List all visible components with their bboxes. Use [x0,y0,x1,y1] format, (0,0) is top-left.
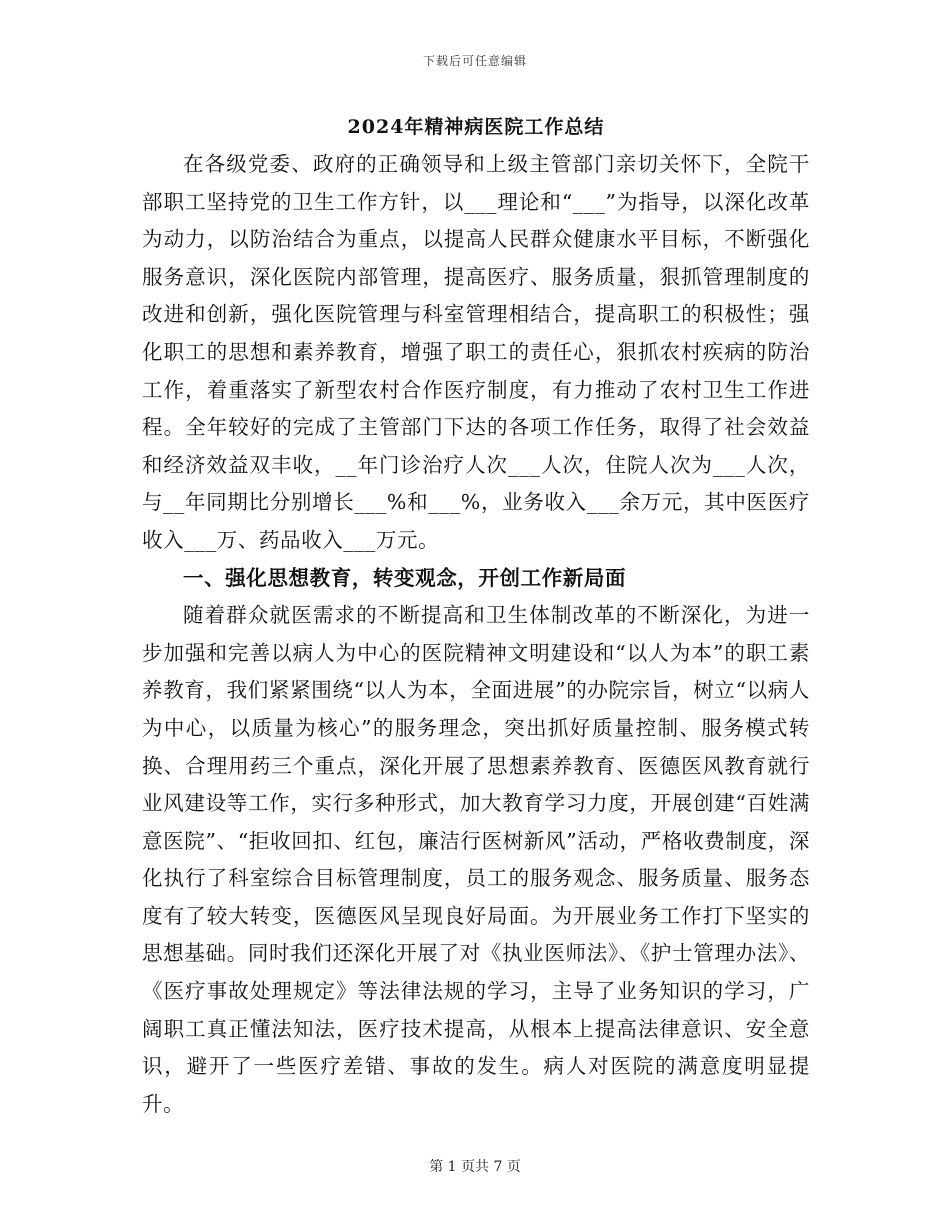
intro-paragraph: 在各级党委、政府的正确领导和上级主管部门亲切关怀下，全院干部职工坚持党的卫生工作方针，以___理论和“___”为指导，以深化改革为动力，以防治结合为重点，以提高人民群众健康水平目标，不断强化服务意识，深化医院内部管理，提高医疗、服务质量，狠抓管理制度的改进和创新，强化医院管理与科室管理相结合，提高职工的积极性；强化职工的思想和素养教育，增强了职工的责任心，狠抓农村疾病的防治工作，着重落实了新型农村合作医疗制度，有力推动了农村卫生工作进程。全年较好的完成了主管部门下达的各项工作任务，取得了社会效益和经济效益双丰收，__年门诊治疗人次___人次，住院人次为___人次，与__年同期比分别增长___%和___%，业务收入___余万元，其中医医疗收入___万、药品收入___万元。 [142,152,810,552]
page-number: 第 1 页共 7 页 [429,1159,521,1175]
section-1-paragraph: 随着群众就医需求的不断提高和卫生体制改革的不断深化，为进一步加强和完善以病人为中心的医院精神文明建设和“以人为本”的职工素养教育，我们紧紧围绕“以人为本，全面进展”的办院宗旨，树立“以病人为中心，以质量为核心”的服务理念，突出抓好质量控制、服务模式转换、合理用药三个重点，深化开展了思想素养教育、医德医风教育就行业风建设等工作，实行多种形式，加大教育学习力度，开展创建“百姓满意医院”、“拒收回扣、红包，廉洁行医树新风”活动，严格收费制度，深化执行了科室综合目标管理制度，员工的服务观念、服务质量、服务态度有了较大转变，医德医风呈现良好局面。为开展业务工作打下坚实的思想基础。同时我们还深化开展了对《执业医师法》、《护士管理办法》、《医疗事故处理规定》等法律法规的学习，主导了业务知识的学习，广阔职工真正懂法知法，医疗技术提高，从根本上提高法律意识、安全意识，避开了一些医疗差错、事故的发生。病人对医院的满意度明显提升。 [142,603,810,1116]
section-1-heading: 一、强化思想教育，转变观念，开创工作新局面 [183,565,627,590]
document-title: 2024年精神病医院工作总结 [347,116,605,138]
header-note: 下载后可任意编辑 [422,54,527,68]
document-body [142,112,810,1123]
